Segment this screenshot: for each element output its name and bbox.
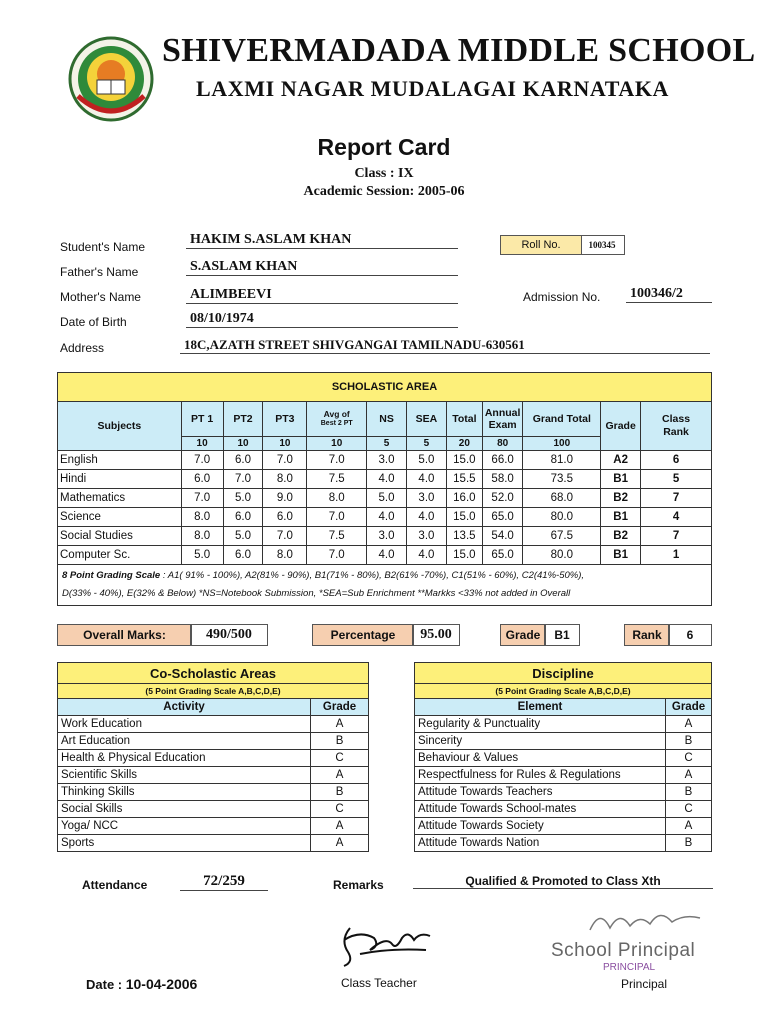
max-sea: 5 (406, 437, 446, 451)
session-line: Academic Session: 2005-06 (303, 184, 465, 199)
table-cell: A (311, 835, 369, 852)
scholastic-band-title: SCHOLASTIC AREA (58, 373, 712, 402)
dob-label: Date of Birth (60, 315, 127, 329)
col-pt1: PT 1 (181, 402, 223, 437)
col-grade: Grade (601, 402, 641, 451)
table-cell: 6.0 (223, 546, 263, 565)
table-cell: B (666, 784, 712, 801)
table-row (58, 733, 369, 750)
table-row (58, 489, 712, 508)
table-cell: 7.0 (263, 451, 307, 470)
discipline-table (414, 662, 712, 852)
col-rank (641, 402, 712, 451)
table-cell: A2 (601, 451, 641, 470)
table-cell: 3.0 (367, 527, 407, 546)
col-grand-total: Grand Total (523, 402, 601, 437)
table-row (58, 508, 712, 527)
col-avg-line2: Best 2 PT (320, 420, 353, 427)
table-cell: Scientific Skills (58, 767, 311, 784)
table-cell: 6.0 (223, 508, 263, 527)
table-row (415, 784, 712, 801)
table-row (58, 527, 712, 546)
table-cell: 65.0 (482, 508, 523, 527)
max-total: 20 (446, 437, 482, 451)
table-row (58, 716, 369, 733)
table-cell: 6 (641, 451, 712, 470)
table-cell: A (666, 818, 712, 835)
disc-col-element: Element (415, 699, 666, 716)
scholastic-rows (58, 451, 712, 565)
school-name: SHIVERMADADA MIDDLE SCHOOL (162, 32, 756, 69)
table-row (58, 546, 712, 565)
co-col-activity: Activity (58, 699, 311, 716)
class-teacher-label: Class Teacher (341, 976, 417, 990)
school-emblem-icon (68, 34, 154, 124)
table-cell: A (311, 818, 369, 835)
co-scholastic-table (57, 662, 369, 852)
co-scholastic-rows (58, 716, 369, 852)
table-cell: 8.0 (263, 546, 307, 565)
table-cell: 7.5 (307, 470, 367, 489)
table-cell: 4 (641, 508, 712, 527)
class-line: Class : IX (354, 166, 414, 181)
table-cell: 15.0 (446, 451, 482, 470)
co-scholastic-subtitle: (5 Point Grading Scale A,B,C,D,E) (58, 684, 369, 699)
school-logo (68, 34, 154, 124)
table-cell: 8.0 (181, 527, 223, 546)
table-cell: B (311, 733, 369, 750)
table-cell: 15.0 (446, 508, 482, 527)
table-cell: A (666, 716, 712, 733)
table-row (58, 784, 369, 801)
discipline-rows (415, 716, 712, 852)
table-cell: 80.0 (523, 508, 601, 527)
table-cell: 15.5 (446, 470, 482, 489)
table-cell: B1 (601, 470, 641, 489)
table-cell: A (666, 767, 712, 784)
table-cell: Regularity & Punctuality (415, 716, 666, 733)
table-cell: B2 (601, 527, 641, 546)
table-cell: 7 (641, 489, 712, 508)
father-name-label: Father's Name (60, 265, 139, 279)
table-cell: Art Education (58, 733, 311, 750)
table-cell: 5.0 (223, 527, 263, 546)
table-cell: 54.0 (482, 527, 523, 546)
rank-value: 6 (668, 624, 712, 646)
table-cell: A (311, 767, 369, 784)
table-cell: 3.0 (406, 489, 446, 508)
table-row (58, 801, 369, 818)
max-pt3: 10 (263, 437, 307, 451)
report-title: Report Card (317, 134, 451, 160)
table-cell: 15.0 (446, 546, 482, 565)
overall-marks-value: 490/500 (190, 624, 268, 646)
table-cell: 7.0 (307, 546, 367, 565)
table-cell: 67.5 (523, 527, 601, 546)
table-cell: 7.0 (307, 451, 367, 470)
table-cell: Sincerity (415, 733, 666, 750)
table-cell: 6.0 (223, 451, 263, 470)
school-address: LAXMI NAGAR MUDALAGAI KARNATAKA (196, 76, 670, 101)
date-label: Date : (86, 977, 126, 992)
table-cell: 4.0 (367, 508, 407, 527)
col-total: Total (446, 402, 482, 437)
table-row (415, 716, 712, 733)
table-row (415, 767, 712, 784)
max-annual: 80 (482, 437, 523, 451)
table-cell: 7.0 (307, 508, 367, 527)
table-cell: Computer Sc. (58, 546, 182, 565)
table-cell: C (311, 750, 369, 767)
table-row (58, 767, 369, 784)
col-annual-line1: Annual (484, 407, 521, 419)
table-cell: Sports (58, 835, 311, 852)
table-cell: Social Skills (58, 801, 311, 818)
table-cell: 7.0 (223, 470, 263, 489)
rank-label: Rank (624, 624, 670, 646)
table-cell: A (311, 716, 369, 733)
table-cell: 81.0 (523, 451, 601, 470)
table-cell: 13.5 (446, 527, 482, 546)
max-avg: 10 (307, 437, 367, 451)
col-sea: SEA (406, 402, 446, 437)
overall-marks-label: Overall Marks: (57, 624, 192, 646)
table-cell: Hindi (58, 470, 182, 489)
principal-label: Principal (621, 977, 668, 991)
table-cell: 16.0 (446, 489, 482, 508)
principal-stamp-small: PRINCIPAL (603, 962, 656, 973)
scholastic-table (57, 372, 712, 606)
table-cell: C (311, 801, 369, 818)
table-row (415, 835, 712, 852)
table-cell: 73.5 (523, 470, 601, 489)
grading-note-line1: : A1( 91% - 100%), A2(81% - 90%), B1(71% - 80%), B2(61% -70%), C1(51% - 60%), C2(41%-50%), (160, 570, 585, 581)
table-cell: Mathematics (58, 489, 182, 508)
table-cell: English (58, 451, 182, 470)
mother-name-label: Mother's Name (60, 290, 141, 304)
col-avg-line1: Avg of (323, 409, 350, 419)
roll-no-value: 100345 (580, 235, 625, 255)
co-scholastic-title: Co-Scholastic Areas (58, 663, 369, 684)
table-cell: Work Education (58, 716, 311, 733)
table-cell: Attitude Towards Teachers (415, 784, 666, 801)
table-row (415, 750, 712, 767)
dob-value: 08/10/1974 (186, 311, 458, 328)
table-cell: Respectfulness for Rules & Regulations (415, 767, 666, 784)
table-cell: 7.0 (181, 489, 223, 508)
grade-value: B1 (544, 624, 580, 646)
table-cell: 3.0 (406, 527, 446, 546)
admission-no-label: Admission No. (523, 290, 601, 304)
table-cell: Yoga/ NCC (58, 818, 311, 835)
table-cell: Health & Physical Education (58, 750, 311, 767)
max-ns: 5 (367, 437, 407, 451)
grading-note (58, 565, 712, 606)
table-cell: Attitude Towards Nation (415, 835, 666, 852)
col-rank-line2: Rank (663, 426, 689, 438)
table-cell: B (311, 784, 369, 801)
co-col-grade: Grade (311, 699, 369, 716)
principal-stamp: School Principal (551, 940, 696, 961)
table-cell: 58.0 (482, 470, 523, 489)
grading-note-line2: D(33% - 40%), E(32% & Below) *NS=Notebook Submission, *SEA=Sub Enrichment **Markks <33% not added in Overall (62, 588, 571, 599)
table-cell: C (666, 801, 712, 818)
max-pt1: 10 (181, 437, 223, 451)
table-cell: 65.0 (482, 546, 523, 565)
table-cell: Behaviour & Values (415, 750, 666, 767)
table-row (415, 818, 712, 835)
col-pt3: PT3 (263, 402, 307, 437)
table-row (58, 750, 369, 767)
table-cell: 7.5 (307, 527, 367, 546)
table-cell: 4.0 (367, 470, 407, 489)
disc-col-grade: Grade (666, 699, 712, 716)
date-value: 10-04-2006 (125, 976, 198, 992)
remarks-label: Remarks (333, 878, 384, 892)
table-cell: 4.0 (367, 546, 407, 565)
table-cell: 6.0 (181, 470, 223, 489)
table-cell: 5.0 (367, 489, 407, 508)
table-cell: 68.0 (523, 489, 601, 508)
table-cell: C (666, 750, 712, 767)
col-annual (482, 402, 523, 437)
table-cell: 52.0 (482, 489, 523, 508)
table-row (415, 733, 712, 750)
table-cell: 8.0 (263, 470, 307, 489)
percentage-value: 95.00 (412, 624, 460, 646)
father-name-value: S.ASLAM KHAN (186, 259, 458, 276)
table-row (58, 451, 712, 470)
table-cell: B1 (601, 546, 641, 565)
table-cell: 7.0 (263, 527, 307, 546)
table-cell: 6.0 (263, 508, 307, 527)
table-cell: Attitude Towards Society (415, 818, 666, 835)
table-cell: 66.0 (482, 451, 523, 470)
admission-no-value: 100346/2 (626, 286, 712, 303)
table-cell: 4.0 (406, 470, 446, 489)
col-ns: NS (367, 402, 407, 437)
table-cell: 7 (641, 527, 712, 546)
roll-no-label: Roll No. (500, 235, 582, 255)
table-row (58, 470, 712, 489)
table-cell: B1 (601, 508, 641, 527)
table-cell: 5.0 (223, 489, 263, 508)
max-grand-total: 100 (523, 437, 601, 451)
max-pt2: 10 (223, 437, 263, 451)
date-line (86, 976, 197, 992)
table-cell: 4.0 (406, 508, 446, 527)
col-subjects: Subjects (58, 402, 182, 451)
table-row (415, 801, 712, 818)
table-cell: 8.0 (181, 508, 223, 527)
table-cell: B (666, 835, 712, 852)
table-cell: 1 (641, 546, 712, 565)
discipline-title: Discipline (415, 663, 712, 684)
table-cell: 5 (641, 470, 712, 489)
table-cell: Science (58, 508, 182, 527)
table-cell: 80.0 (523, 546, 601, 565)
student-name-value: HAKIM S.ASLAM KHAN (186, 232, 458, 249)
discipline-subtitle: (5 Point Grading Scale A,B,C,D,E) (415, 684, 712, 699)
col-rank-line1: Class (662, 413, 691, 425)
table-cell: 9.0 (263, 489, 307, 508)
grading-note-title: 8 Point Grading Scale (62, 570, 161, 581)
table-cell: 4.0 (406, 546, 446, 565)
table-cell: Thinking Skills (58, 784, 311, 801)
mother-name-value: ALIMBEEVI (186, 287, 458, 304)
table-cell: 5.0 (406, 451, 446, 470)
col-pt2: PT2 (223, 402, 263, 437)
table-cell: B (666, 733, 712, 750)
table-cell: 7.0 (181, 451, 223, 470)
address-value: 18C,AZATH STREET SHIVGANGAI TAMILNADU-630561 (180, 337, 710, 354)
principal-signature (580, 900, 710, 940)
table-cell: Social Studies (58, 527, 182, 546)
col-annual-line2: Exam (488, 419, 517, 431)
table-row (58, 835, 369, 852)
table-cell: Attitude Towards School-mates (415, 801, 666, 818)
student-name-label: Student's Name (60, 240, 146, 254)
table-row (58, 818, 369, 835)
percentage-label: Percentage (312, 624, 414, 646)
class-teacher-signature (330, 910, 440, 970)
attendance-label: Attendance (82, 878, 148, 892)
remarks-value: Qualified & Promoted to Class Xth (413, 874, 713, 889)
attendance-value: 72/259 (180, 873, 268, 891)
col-avg (307, 402, 367, 437)
grade-label: Grade (500, 624, 546, 646)
table-cell: 3.0 (367, 451, 407, 470)
table-cell: B2 (601, 489, 641, 508)
table-cell: 5.0 (181, 546, 223, 565)
table-cell: 8.0 (307, 489, 367, 508)
address-label: Address (60, 341, 105, 355)
